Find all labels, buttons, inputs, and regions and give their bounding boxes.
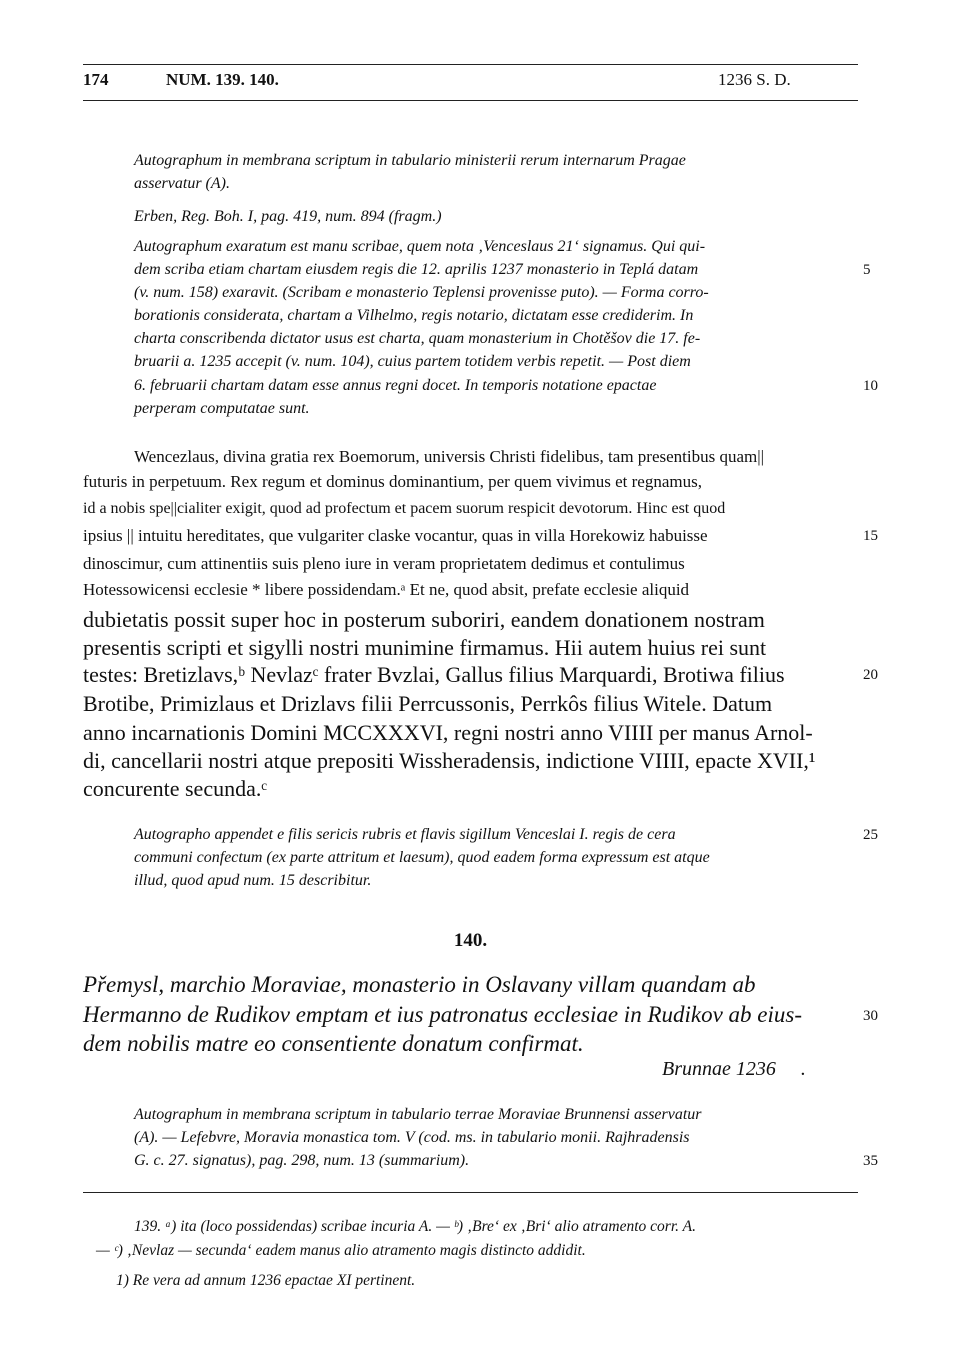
- intro-line: bruarii a. 1235 accepit (v. num. 104), cuius partem totidem verbis repetit. — Post diem: [134, 353, 691, 370]
- charter-line: Hotessowicensi ecclesie * libere possidendam.ᵃ Et ne, quod absit, prefate ecclesie aliquid: [83, 580, 690, 599]
- intro-line: 6. februarii chartam datam esse annus regni docet. In temporis notatione epactae: [134, 377, 657, 394]
- running-head-year: 1236 S. D.: [718, 70, 791, 89]
- doc-140-title-line: Přemysl, marchio Moraviae, monasterio in Oslavany villam quandam ab: [83, 972, 756, 997]
- intro-line: perperam computatae sunt.: [134, 400, 310, 417]
- intro-line: Autographum exaratum est manu scribae, quem nota ‚Venceslaus 21‘ signamus. Qui qui-: [134, 238, 706, 255]
- doc-140-source-line: G. c. 27. signatus), pag. 298, num. 13 (summarium).: [134, 1152, 470, 1169]
- intro-line: asservatur (A).: [134, 175, 230, 192]
- seal-note-line: illud, quod apud num. 15 describitur.: [134, 872, 372, 889]
- intro-line: (v. num. 158) exaravit. (Scribam e monasterio Teplensi provenisse puto). — Forma corro-: [134, 284, 709, 301]
- doc-140-title-line: Hermanno de Rudikov emptam et ius patronatus ecclesiae in Rudikov ab eius-: [83, 1002, 803, 1027]
- intro-line: Erben, Reg. Boh. I, pag. 419, num. 894 (fragm.): [134, 208, 442, 225]
- charter-line: dubietatis possit super hoc in posterum suboriri, eandem donationem nostram: [83, 607, 765, 632]
- charter-line: ipsius || intuitu hereditates, que vulgariter claske vocantur, quas in villa Horekowiz habuisse: [83, 526, 708, 545]
- margin-line-number: 20: [863, 667, 878, 683]
- header-rule-top: [83, 64, 858, 65]
- doc-140-place-date: Brunnae 1236 .: [662, 1058, 806, 1080]
- charter-line: futuris in perpetuum. Rex regum et dominus dominantium, per quem vivimus et regnamus,: [83, 472, 702, 491]
- margin-line-number: 15: [863, 528, 878, 544]
- footnote-line: 1) Re vera ad annum 1236 epactae XI pertinent.: [116, 1272, 416, 1289]
- intro-line: borationis considerata, chartam a Vilhelmo, regis notario, dictatam esse crediderim. In: [134, 307, 694, 324]
- intro-line: Autographum in membrana scriptum in tabulario ministerii rerum internarum Pragae: [134, 152, 686, 169]
- seal-note-line: communi confectum (ex parte attritum et laesum), quod eadem forma expressum est atque: [134, 849, 710, 866]
- footnote-line: 139. ᵃ) ita (loco possidendas) scribae incuria A. — ᵇ) ‚Bre‘ ex ‚Bri‘ alio atramento corr. A.: [134, 1218, 696, 1235]
- charter-line: anno incarnationis Domini MCCXXXVI, regni nostri anno VIIII per manus Arnol-: [83, 720, 813, 745]
- margin-line-number: 25: [863, 827, 878, 843]
- page-number: 174: [83, 70, 109, 89]
- charter-line: presentis scripti et sigylli nostri munimine firmamus. Hii autem huius rei sunt: [83, 635, 767, 660]
- intro-line: dem scriba etiam chartam eiusdem regis die 12. aprilis 1237 monasterio in Teplá datam: [134, 261, 699, 278]
- header-rule-bottom: [83, 100, 858, 101]
- charter-line: testes: Bretizlavs,ᵇ Nevlazᶜ frater Bvzlai, Gallus filius Marquardi, Brotiwa filius: [83, 662, 785, 687]
- margin-line-number: 35: [863, 1153, 878, 1169]
- margin-line-number: 10: [863, 378, 878, 394]
- footnote-rule: [83, 1192, 858, 1193]
- margin-line-number: 5: [863, 262, 871, 278]
- charter-line: id a nobis spe||cialiter exigit, quod ad profectum et pacem suorum respicit devotorum. Hinc est quod: [83, 500, 726, 517]
- doc-140-source-line: (A). — Lefebvre, Moravia monastica tom. V (cod. ms. in tabulario monii. Rajhradensis: [134, 1129, 690, 1146]
- charter-line: Brotibe, Primizlaus et Drizlavs filii Perrcussonis, Perrkôs filius Witele. Datum: [83, 691, 773, 716]
- intro-line: charta conscribenda dictator usus est charta, quam monasterium in Chotěšov die 17. fe-: [134, 330, 701, 347]
- charter-line: dinoscimur, cum attinentiis suis pleno iure in veram proprietatem dedimus et contulimus: [83, 554, 685, 573]
- doc-140-source-line: Autographum in membrana scriptum in tabulario terrae Moraviae Brunnensi asservatur: [134, 1106, 702, 1123]
- doc-140-title-line: dem nobilis matre eo consentiente donatum confirmat.: [83, 1031, 584, 1056]
- charter-line: Wencezlaus, divina gratia rex Boemorum, universis Christi fidelibus, tam presentibus quam||: [134, 447, 765, 466]
- footnote-line: — ᶜ) ‚Nevlaz — secunda‘ eadem manus alio atramento magis distincto addidit.: [96, 1242, 586, 1259]
- running-head-doc-numbers: NUM. 139. 140.: [166, 70, 279, 89]
- doc-140-number: 140.: [453, 930, 488, 951]
- charter-line: concurente secunda.ᶜ: [83, 776, 267, 801]
- charter-line: di, cancellarii nostri atque prepositi Wissheradensis, indictione VIIII, epacte XVII,¹: [83, 748, 816, 773]
- margin-line-number: 30: [863, 1008, 878, 1024]
- seal-note-line: Autographo appendet e filis sericis rubris et flavis sigillum Venceslai I. regis de cera: [134, 826, 676, 843]
